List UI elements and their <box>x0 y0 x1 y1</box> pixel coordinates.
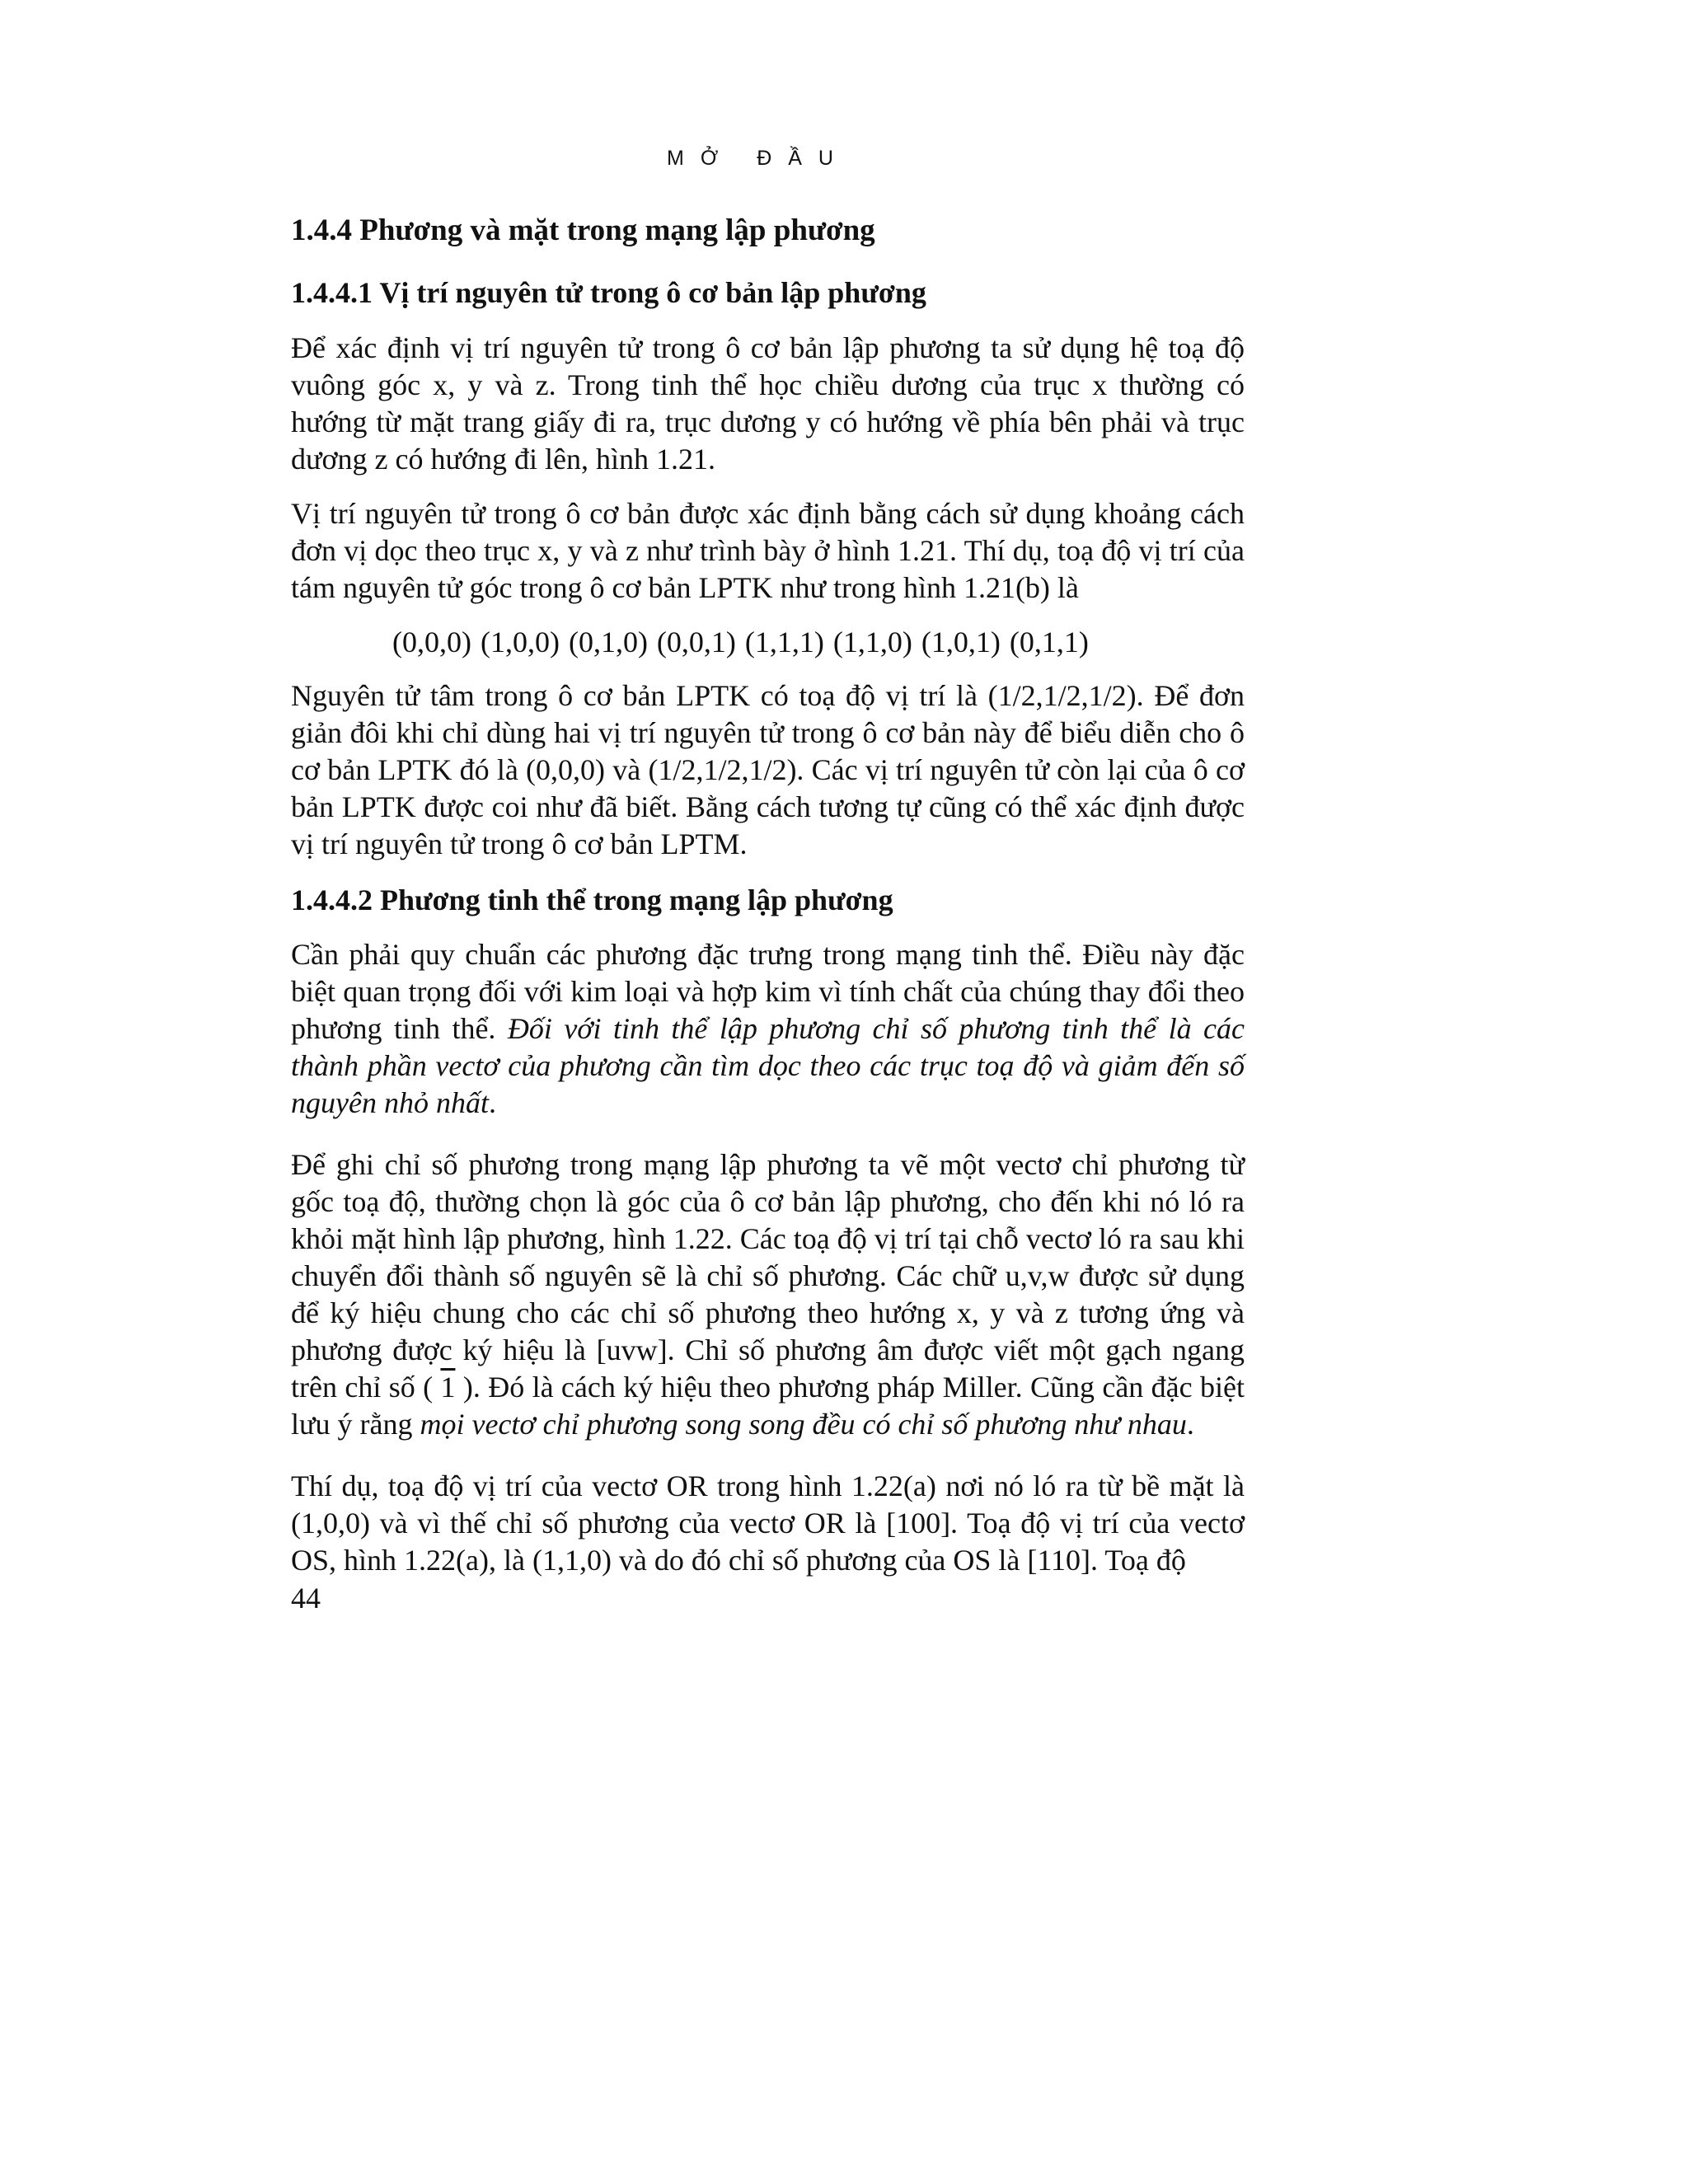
section-heading-1-4-4: 1.4.4 Phương và mặt trong mạng lập phương <box>291 213 875 247</box>
negative-index-bar: 1 <box>440 1371 456 1404</box>
page-body <box>291 210 1245 1596</box>
section-heading-1-4-4-1: 1.4.4.1 Vị trí nguyên tử trong ô cơ bản lập phương <box>291 275 926 309</box>
text-italic-definition: Đối với tinh thể lập phương chỉ số phương tinh thể là các thành phần vectơ của phương cần tìm dọc theo các trục toạ độ và giảm đến số nguyên nhỏ nhất <box>291 1012 1245 1120</box>
paragraph-unit-positions: Vị trí nguyên tử trong ô cơ bản được xác định bằng cách sử dụng khoảng cách đơn vị dọc theo trục x, y và z như trình bày ở hình 1.21. Thí dụ, toạ độ vị trí của tám nguyên tử góc trong ô cơ bản LPTK như trong hình 1.21(b) là <box>291 496 1245 604</box>
text-normal: Để ghi chỉ số phương trong mạng lập phương ta vẽ một vectơ chỉ phương từ gốc toạ độ, thường chọn là góc của ô cơ bản lập phương, cho đến khi nó ló ra khỏi mặt hình lập phương, hình 1.22. Các toạ độ vị trí tại chỗ vectơ ló ra sau khi chuyển đổi thành số nguyên sẽ là chỉ số phương. Các chữ u,v,w được sử dụng để ký hiệu chung cho các chỉ số phương theo hướng x, y và z tương ứng và phương được ký hiệu là [uvw]. Chỉ số phương âm được viết một gạch ngang trên chỉ số ( <box>291 1148 1245 1404</box>
paragraph-miller-notation <box>291 1146 1245 1443</box>
paragraph-coordinate-system: Để xác định vị trí nguyên tử trong ô cơ bản lập phương ta sử dụng hệ toạ độ vuông góc x, y và z. Trong tinh thể học chiều dương của trục x thường có hướng từ mặt trang giấy đi ra, trục dương y có hướng về phía bên phải và trục dương z có hướng đi lên, hình 1.21. <box>291 330 1245 476</box>
running-header: MỞ ĐẦU <box>667 147 850 170</box>
text-normal: ). Đó là cách ký hiệu theo phương pháp Miller. Cũng cần đặc biệt lưu ý rằng <box>291 1371 1245 1441</box>
corner-atom-coordinates: (0,0,0) (1,0,0) (0,1,0) (0,0,1) (1,1,1) (1,1,0) (1,0,1) (0,1,1) <box>392 625 1089 658</box>
paragraph-center-atom: Nguyên tử tâm trong ô cơ bản LPTK có toạ độ vị trí là (1/2,1/2,1/2). Để đơn giản đôi khi chỉ dùng hai vị trí nguyên tử trong ô cơ bản này để biểu diễn cho ô cơ bản LPTK đó là (0,0,0) và (1/2,1/2,1/2). Các vị trí nguyên tử còn lại của ô cơ bản LPTK được coi như đã biết. Bằng cách tương tự cũng có thể xác định được vị trí nguyên tử trong ô cơ bản LPTM. <box>291 678 1245 860</box>
text-period: . <box>1186 1408 1194 1441</box>
page-number: 44 <box>291 1582 321 1615</box>
text-italic-parallel-note: mọi vectơ chỉ phương song song đều có chỉ số phương như nhau <box>420 1408 1187 1441</box>
text-normal: Cần phải quy chuẩn các phương đặc trưng trong mạng tinh thể. Điều này đặc biệt quan trọng đối với kim loại và hợp kim vì tính chất của chúng thay đổi theo phương tinh thể. <box>291 938 1245 1046</box>
section-heading-1-4-4-2: 1.4.4.2 Phương tinh thể trong mạng lập phương <box>291 883 893 916</box>
paragraph-direction-definition <box>291 936 1245 1122</box>
paragraph-example-vectors: Thí dụ, toạ độ vị trí của vectơ OR trong hình 1.22(a) nơi nó ló ra từ bề mặt là (1,0,0) và vì thế chỉ số phương của vectơ OR là [100]. Toạ độ vị trí của vectơ OS, hình 1.22(a), là (1,1,0) và do đó chỉ số phương của OS là [110]. Toạ độ <box>291 1469 1245 1577</box>
text-period: . <box>488 1086 496 1120</box>
